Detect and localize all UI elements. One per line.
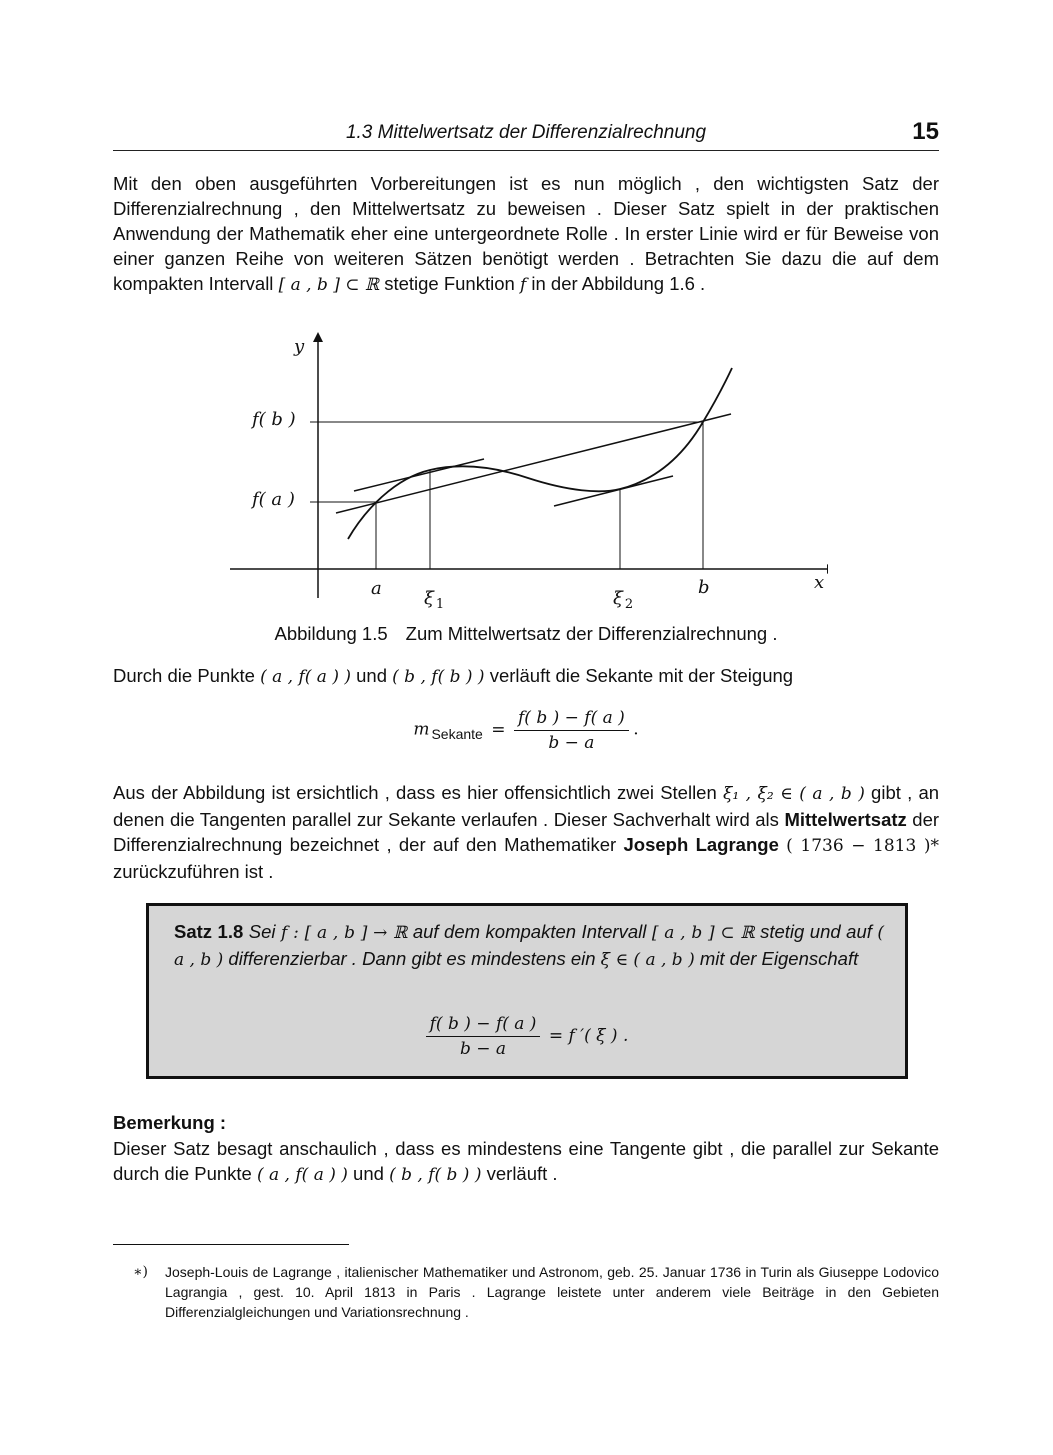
x-axis-arrow — [827, 564, 828, 574]
secant-period: . — [633, 719, 639, 740]
secant-line — [336, 414, 731, 513]
xi1-label — [424, 588, 444, 612]
figure-caption — [113, 623, 939, 645]
a-label: a — [371, 578, 382, 599]
theorem-map: f : [ a , b ] → ℝ — [281, 923, 408, 943]
intro-paragraph — [113, 171, 939, 298]
mean-value-figure — [228, 328, 828, 623]
secant-eq: = — [491, 719, 506, 740]
theorem-fraction — [426, 1014, 541, 1059]
secant-paragraph — [113, 663, 939, 690]
footnote-rule — [113, 1244, 349, 1245]
xi2-subscript: 2 — [624, 597, 634, 612]
remark-paragraph — [113, 1136, 939, 1188]
xi1-subscript: 1 — [435, 597, 445, 612]
theorem-t1: Sei — [248, 921, 276, 942]
caption-label: Abbildung 1.5 — [274, 623, 388, 644]
observation-paragraph — [113, 780, 939, 884]
xi2-label — [613, 588, 633, 612]
obs-text-3: der Differenzialrechnung bezeichnet , der auf den Mathematiker — [113, 809, 940, 855]
obs-text-1: Aus der Abbildung ist ersichtlich , dass es hier offensichtlich zwei Stellen — [113, 782, 717, 803]
theorem-interval: [ a , b ] ⊂ ℝ — [651, 923, 755, 943]
intro-text-2: stetige Funktion — [384, 273, 515, 294]
fb-label: f( b ) — [252, 409, 296, 430]
fa-label: f( a ) — [252, 489, 295, 510]
slope-subscript: Sekante — [431, 725, 483, 742]
secant-numerator: f( b ) − f( a ) — [514, 708, 629, 731]
footnote — [133, 1262, 939, 1322]
obs-xi-expr: ξ₁ , ξ₂ ∈ ( a , b ) — [722, 784, 865, 804]
theorem-t5: mit der Eigenschaft — [699, 948, 859, 969]
b-label: b — [698, 577, 710, 598]
y-axis-label: y — [294, 336, 305, 357]
theorem-rhs: = f ′( ξ ) . — [548, 1025, 629, 1046]
intro-text-1: Mit den oben ausgeführten Vorbereitungen ist es nun möglich , den wichtigsten Satz der Differenzialrechnung , den Mittelwertsatz zu beweisen . Dieser Satz spielt in der praktischen Anwendung der Mathematik eher eine untergeordnete Rolle . In erster Linie wird er für Beweise von einer ganzen Reihe von weiteren Sätzen benötigt werden . Betrachten Sie dazu die auf dem kompakten Intervall — [113, 173, 939, 294]
intro-text-3: in der Abbildung 1.6 . — [531, 273, 706, 294]
secant-denominator: b − a — [548, 733, 595, 753]
theorem-numerator: f( b ) − f( a ) — [426, 1014, 541, 1037]
secant-point-b: ( b , f( b ) ) — [392, 667, 485, 687]
footnote-mark: ∗) — [133, 1264, 148, 1280]
secant-text-2: verläuft die Sekante mit der Steigung — [489, 665, 794, 686]
obs-years: ( 1736 − 1813 )* — [786, 836, 939, 856]
secant-formula — [113, 708, 939, 753]
remark-text-1: Dieser Satz besagt anschaulich , dass es mindestens eine Tangente gibt , die parallel zur Sekante durch die Punkte — [113, 1138, 939, 1184]
theorem-t3: stetig und auf — [760, 921, 872, 942]
obs-text-2: gibt , an denen die Tangenten parallel zur Sekante verlaufen . Dieser Sachverhalt wird als — [113, 782, 940, 830]
slope-symbol: m — [413, 719, 430, 740]
xi1-symbol: ξ — [424, 588, 434, 609]
function-curve — [348, 368, 732, 539]
caption-text: Zum Mittelwertsatz der Differenzialrechnung . — [405, 623, 778, 644]
theorem-denominator: b − a — [460, 1039, 507, 1059]
secant-point-a: ( a , f( a ) ) — [260, 667, 351, 687]
footnote-text: Joseph-Louis de Lagrange , italienischer Mathematiker und Astronom, geb. 25. Januar 1736 in Turin als Giuseppe Lodovico Lagrangia , gest. 10. April 1813 in Paris . Lagrange leistete unter anderem viele Beiträge in den Gebieten Differenzialgleichungen und Variationsrechnung . — [165, 1264, 939, 1320]
obs-bold-mittelwertsatz: Mittelwertsatz — [784, 809, 907, 830]
theorem-xi-in: ξ ∈ ( a , b ) — [600, 950, 695, 970]
theorem-t2: auf dem kompakten Intervall — [412, 921, 647, 942]
obs-bold-lagrange: Joseph Lagrange — [623, 834, 779, 855]
intro-interval: [ a , b ] ⊂ ℝ — [278, 275, 380, 295]
remark-text-2: verläuft . — [486, 1163, 558, 1184]
xi2-symbol: ξ — [613, 588, 623, 609]
obs-text-4: zurückzuführen ist . — [113, 861, 274, 882]
theorem-box — [146, 903, 908, 1079]
theorem-label: Satz 1.8 — [174, 921, 244, 942]
figure-svg — [228, 328, 828, 618]
remark-title: Bemerkung : — [113, 1112, 227, 1133]
theorem-statement — [174, 919, 884, 973]
theorem-t4: differenzierbar . Dann gibt es mindestens ein — [228, 948, 596, 969]
theorem-formula — [149, 1014, 905, 1059]
y-axis-arrow — [313, 332, 323, 342]
x-axis-label: x — [814, 572, 825, 593]
intro-f: f — [519, 275, 527, 295]
secant-fraction — [514, 708, 629, 753]
remark-and: und — [353, 1163, 384, 1184]
tangent-xi1 — [354, 459, 484, 491]
running-header — [113, 118, 939, 151]
page-number: 15 — [912, 118, 939, 145]
theorem-open-interval: ( a , b ) — [174, 923, 885, 970]
remark-point-b: ( b , f( b ) ) — [389, 1165, 482, 1185]
header-title: 1.3 Mittelwertsatz der Differenzialrechnung — [345, 122, 707, 143]
secant-text-1: Durch die Punkte — [113, 665, 255, 686]
secant-and: und — [356, 665, 387, 686]
remark-point-a: ( a , f( a ) ) — [256, 1165, 348, 1185]
